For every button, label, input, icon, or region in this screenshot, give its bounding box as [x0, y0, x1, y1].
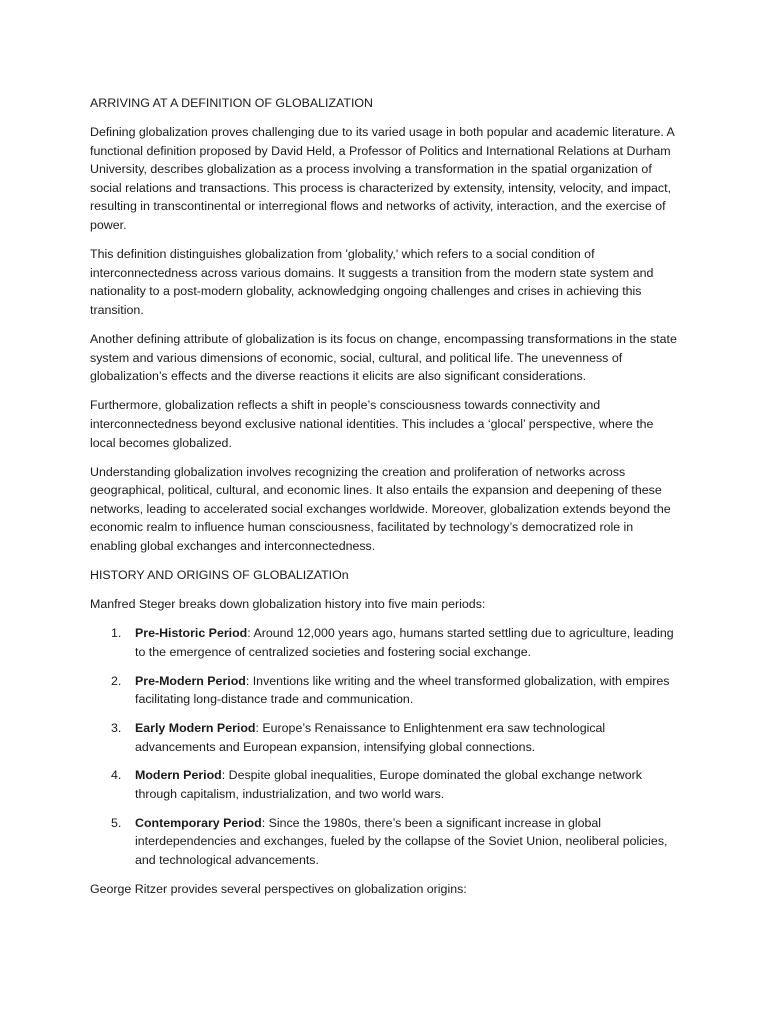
paragraph-consciousness: Furthermore, globalization reflects a shift in people’s consciousness towards connectivity and interconnectedness beyond exclusive national identities. This includes a ‘glocal’ perspective, where the local becomes globalized. [90, 398, 654, 450]
list-item [90, 672, 682, 709]
list-item [90, 766, 682, 803]
period-text: : Europe’s Renaissance to Enlightenment era saw technological advancements and European expansion, intensifying global connections. [135, 721, 606, 754]
paragraph-steger-intro: Manfred Steger breaks down globalization history into five main periods: [90, 597, 486, 612]
list-number: 1. [111, 626, 122, 641]
paragraph-networks: Understanding globalization involves recognizing the creation and proliferation of networks across geographical, political, cultural, and economic lines. It also entails the expansion and deepening of these networks, leading to accelerated social exchanges worldwide. Moreover, globalization extends beyond the economic realm to influence human consciousness, facilitated by technology’s democratized role in enabling global exchanges and interconnectedness. [90, 464, 671, 553]
list-item [90, 814, 682, 870]
paragraph-ritzer-intro: George Ritzer provides several perspectives on globalization origins: [90, 882, 467, 897]
period-text: : Around 12,000 years ago, humans started settling due to agriculture, leading to the emergence of centralized societies and fostering social exchange. [135, 626, 674, 659]
period-title: Modern Period [135, 768, 222, 783]
period-title: Contemporary Period [135, 815, 262, 830]
document-page [90, 94, 682, 909]
list-number: 5. [111, 815, 122, 830]
period-title: Early Modern Period [135, 721, 256, 735]
period-title: Pre-Historic Period [135, 626, 248, 641]
list-number: 3. [111, 721, 122, 735]
list-number: 4. [111, 768, 122, 783]
list-item [90, 624, 682, 661]
paragraph-held-definition: Defining globalization proves challenging due to its varied usage in both popular and academic literature. A functional definition proposed by David Held, a Professor of Politics and International Relations at Durham University, describes globalization as a process involving a transformation in the spatial organization of social relations and transactions. This process is characterized by extensity, intensity, velocity, and impact, resulting in transcontinental or interregional flows and networks of activity, interaction, and the exercise of power. [90, 125, 675, 233]
list-item [90, 719, 682, 756]
periods-list [90, 624, 682, 869]
paragraph-change: Another defining attribute of globalization is its focus on change, encompassing transformations in the state system and various dimensions of economic, social, cultural, and political life. The unevenness of globalization’s effects and the diverse reactions it elicits are also significant considerations. [90, 332, 677, 384]
period-title: Pre-Modern Period [135, 673, 246, 688]
list-number: 2. [111, 673, 122, 688]
section-heading-history: HISTORY AND ORIGINS OF GLOBALIZATIOn [90, 568, 349, 583]
period-text: : Since the 1980s, there’s been a significant increase in global interdependencies and exchanges, fueled by the collapse of the Soviet Union, neoliberal policies, and technological advancements. [135, 815, 668, 867]
paragraph-globality: This definition distinguishes globalization from 'globality,' which refers to a social condition of interconnectedness across various domains. It suggests a transition from the modern state system and nationality to a post-modern globality, acknowledging ongoing challenges and crises in achieving this transition. [90, 247, 654, 317]
period-text: : Despite global inequalities, Europe dominated the global exchange network through capitalism, industrialization, and two world wars. [135, 768, 642, 801]
period-text: : Inventions like writing and the wheel transformed globalization, with empires facilitating long-distance trade and communication. [135, 673, 670, 707]
section-heading-definition: ARRIVING AT A DEFINITION OF GLOBALIZATION [90, 96, 373, 110]
